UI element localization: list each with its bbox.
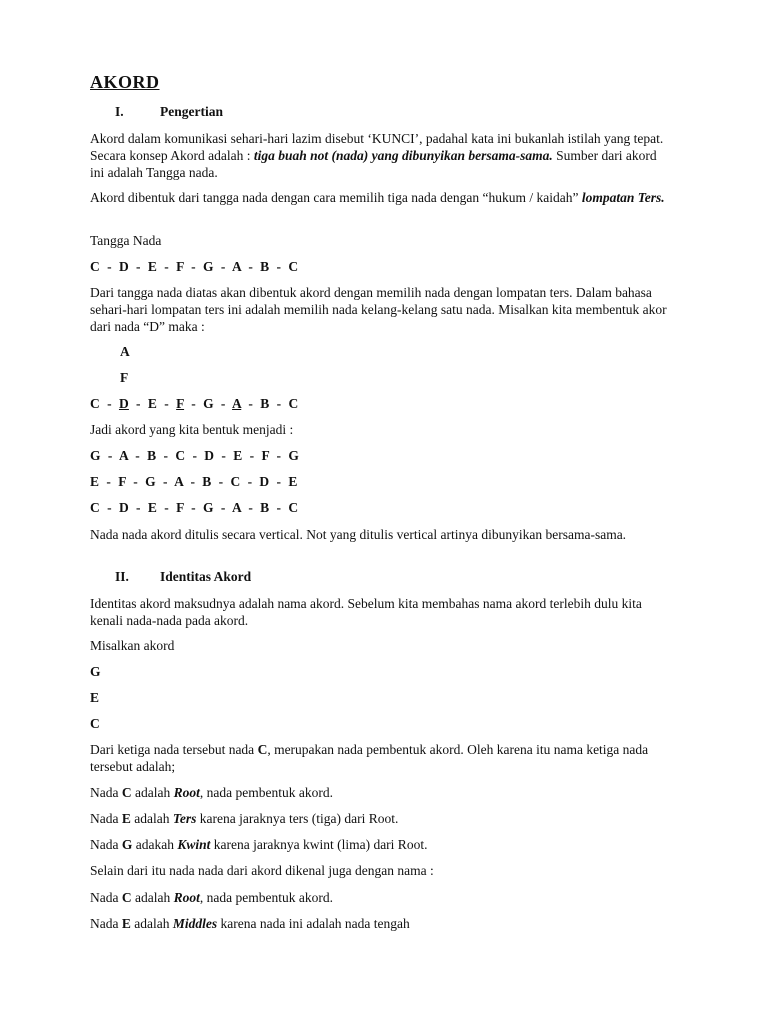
term: Root bbox=[173, 785, 200, 800]
note-marked: F bbox=[176, 396, 185, 411]
misalkan-label: Misalkan akord bbox=[90, 638, 175, 653]
scale-row-g: G - A - B - C - D - E - F - G bbox=[90, 448, 300, 463]
text: Nada bbox=[90, 890, 122, 905]
section-number: II. bbox=[115, 569, 129, 584]
note: G bbox=[203, 396, 214, 411]
note: E bbox=[147, 396, 158, 411]
section-number: I. bbox=[115, 104, 124, 119]
kwint-line bbox=[90, 836, 670, 853]
note: B bbox=[260, 396, 270, 411]
note-bold: G bbox=[121, 837, 133, 852]
tangga-nada-label: Tangga Nada bbox=[90, 233, 162, 248]
term: Root bbox=[173, 890, 200, 905]
text: adalah bbox=[130, 811, 173, 826]
term: Middles bbox=[172, 916, 218, 931]
paragraph-definition bbox=[90, 130, 670, 181]
text: , nada pembentuk akord. bbox=[199, 890, 333, 905]
section-title: Pengertian bbox=[160, 104, 223, 119]
emphasis-text: tiga buah not (nada) yang dibunyikan bersama-sama. bbox=[253, 148, 553, 163]
stack-note-middle: F bbox=[120, 370, 129, 385]
paragraph-text: Dari ketiga nada tersebut nada bbox=[90, 742, 258, 757]
root-line bbox=[90, 784, 670, 801]
paragraph-identity: Identitas akord maksudnya adalah nama akord. Sebelum kita membahas nama akord terlebih dulu kita kenali nada-nada pada akord. bbox=[90, 596, 642, 628]
root-line-2 bbox=[90, 889, 670, 906]
note-bold: C bbox=[257, 742, 268, 757]
text: Nada bbox=[90, 837, 122, 852]
note-bold: E bbox=[121, 916, 131, 931]
text: adalah bbox=[131, 785, 174, 800]
chord-note-e: E bbox=[90, 690, 100, 705]
paragraph-result: Jadi akord yang kita bentuk menjadi : bbox=[90, 422, 294, 437]
text: adalah bbox=[131, 890, 174, 905]
middles-line bbox=[90, 915, 670, 932]
text: Nada bbox=[90, 916, 122, 931]
ters-line bbox=[90, 810, 670, 827]
scale-line: C - D - E - F - G - A - B - C bbox=[90, 259, 299, 274]
paragraph-text: Akord dibentuk dari tangga nada dengan cara memilih tiga nada dengan “hukum / kaidah” bbox=[90, 190, 582, 205]
note-bold: C bbox=[121, 785, 132, 800]
note-bold: C bbox=[121, 890, 132, 905]
paragraph-vertical: Nada nada akord ditulis secara vertical. Not yang ditulis vertical artinya dibunyikan bersama-sama. bbox=[90, 527, 627, 542]
text: Nada bbox=[90, 811, 122, 826]
term: Ters bbox=[172, 811, 197, 826]
scale-line-marked: C - D - E - F - G - A - B - C bbox=[90, 396, 299, 411]
term: Kwint bbox=[177, 837, 211, 852]
text: karena jaraknya kwint (lima) dari Root. bbox=[210, 837, 428, 852]
text: karena nada ini adalah nada tengah bbox=[217, 916, 410, 931]
note-bold: E bbox=[121, 811, 131, 826]
paragraph-text: Sumber dari akord ini adalah Tangga nada. bbox=[90, 148, 657, 180]
paragraph-root bbox=[90, 741, 670, 775]
paragraph-other-names: Selain dari itu nada nada dari akord dikenal juga dengan nama : bbox=[90, 863, 434, 878]
chord-note-g: G bbox=[90, 664, 101, 679]
document-title: AKORD bbox=[90, 72, 160, 92]
text: adalah bbox=[130, 916, 173, 931]
scale-row-e: E - F - G - A - B - C - D - E bbox=[90, 474, 298, 489]
paragraph-text: , merupakan nada pembentuk akord. Oleh karena itu nama ketiga nada tersebut adalah; bbox=[90, 742, 649, 774]
scale-row-c: C - D - E - F - G - A - B - C bbox=[90, 500, 299, 515]
note: C bbox=[90, 396, 100, 411]
note-marked: D bbox=[118, 396, 129, 411]
text: karena jaraknya ters (tiga) dari Root. bbox=[196, 811, 399, 826]
section-title: Identitas Akord bbox=[160, 569, 252, 584]
text: Nada bbox=[90, 785, 122, 800]
text: , nada pembentuk akord. bbox=[199, 785, 333, 800]
paragraph-ters-jump: Dari tangga nada diatas akan dibentuk akord dengan memilih nada dengan lompatan ters. Dalam bahasa sehari-hari lompatan ters ini adalah memilih nada kelang-kelang satu nada. Misalkan kita membentuk akor dari nada “D” maka : bbox=[90, 285, 667, 334]
stack-note-top: A bbox=[120, 344, 130, 359]
emphasis-text: lompatan Ters. bbox=[581, 190, 665, 205]
note: C bbox=[288, 396, 299, 411]
note-marked: A bbox=[232, 396, 242, 411]
chord-note-c: C bbox=[90, 716, 100, 731]
text: adakah bbox=[132, 837, 178, 852]
paragraph-formation bbox=[90, 189, 670, 206]
paragraph-text: Akord dalam komunikasi sehari-hari lazim disebut ‘KUNCI’, padahal kata ini bukanlah istilah yang tepat. Secara konsep Akord adalah : bbox=[90, 131, 664, 163]
